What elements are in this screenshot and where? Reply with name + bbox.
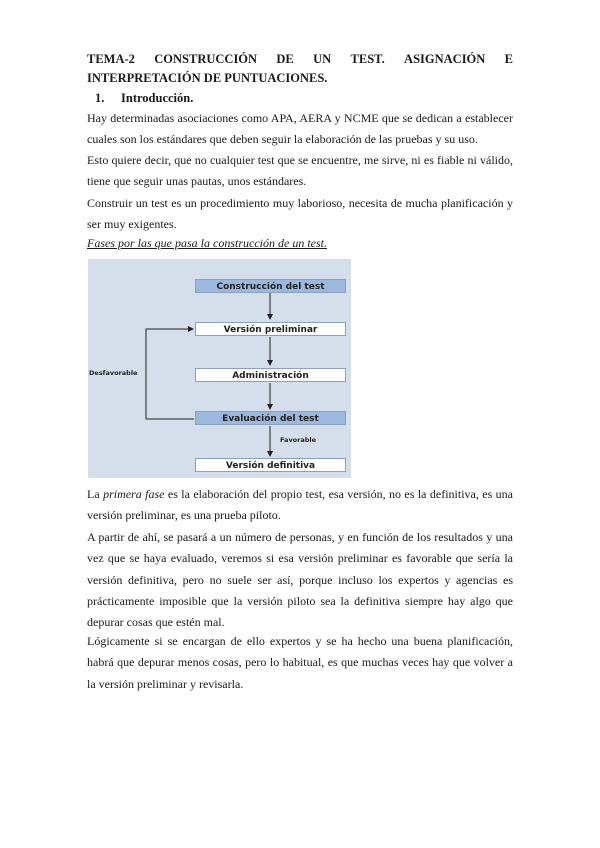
step-version-definitiva: Versión definitiva: [195, 458, 346, 472]
title-word: ASIGNACIÓN: [404, 52, 486, 66]
figure-caption-text: Fases por las que pasa la construcción de un test: [87, 236, 324, 250]
title-line-2: INTERPRETACIÓN DE PUNTUACIONES.: [87, 71, 328, 85]
paragraph-4-rest: es la elaboración del propio test, esa versión, no es la definitiva, es una versión preliminar, es una prueba piloto.: [87, 487, 514, 523]
figure-caption: [87, 236, 327, 251]
paragraph-4: [87, 484, 513, 527]
section-heading: [95, 91, 193, 106]
section-title: Introducción.: [121, 91, 194, 105]
step-administracion: Administración: [195, 368, 346, 382]
section-number: 1.: [95, 91, 105, 105]
title-word: UN: [313, 52, 332, 66]
paragraph-5: A partir de ahí, se pasará a un número de personas, y en función de los resultados y una vez que se haya evaluado, veremos si esa versión preliminar es favorable que sería la versión definitiva, pero no suele ser así, porque incluso los expertos y agencias es prácticamente imposible que la versión piloto sea la definitiva siempre hay algo que depurar cosas que estén mal.: [87, 530, 513, 630]
step-version-preliminar: Versión preliminar: [195, 322, 346, 336]
feedback-loop: [146, 329, 194, 419]
paragraph-3: Construir un test es un procedimiento muy laborioso, necesita de mucha planificación y ser muy exigentes.: [87, 196, 513, 232]
title-word: DE: [276, 52, 294, 66]
label-desfavorable: Desfavorable: [89, 369, 138, 377]
flowchart-figure: [88, 259, 351, 478]
title-word: CONSTRUCCIÓN: [154, 52, 258, 66]
paragraph-4-emphasis: primera fase: [103, 487, 165, 501]
title-word: TEMA-2: [87, 52, 135, 66]
paragraph-2: Esto quiere decir, que no cualquier test que se encuentre, me sirve, ni es fiable ni válido, tiene que seguir unas pautas, unos estándares.: [87, 153, 513, 189]
paragraph-1: Hay determinadas asociaciones como APA, AERA y NCME que se dedican a establecer cuales son los estándares que deben seguir la elaboración de las pruebas y su uso.: [87, 111, 513, 147]
document-title: [87, 50, 513, 88]
step-evaluacion: Evaluación del test: [195, 411, 346, 425]
label-favorable: Favorable: [280, 436, 317, 444]
step-construccion: Construcción del test: [195, 279, 346, 293]
title-line-1: [87, 50, 513, 69]
paragraph-6: Lógicamente si se encargan de ello expertos y se ha hecho una buena planificación, habrá que depurar menos cosas, pero lo habitual, es que muchas veces hay que volver a la versión preliminar y revisarla.: [87, 634, 513, 691]
title-word: E: [504, 52, 513, 66]
paragraph-4-start: La: [87, 487, 104, 501]
title-word: TEST.: [350, 52, 385, 66]
figure-caption-period: .: [323, 236, 327, 250]
